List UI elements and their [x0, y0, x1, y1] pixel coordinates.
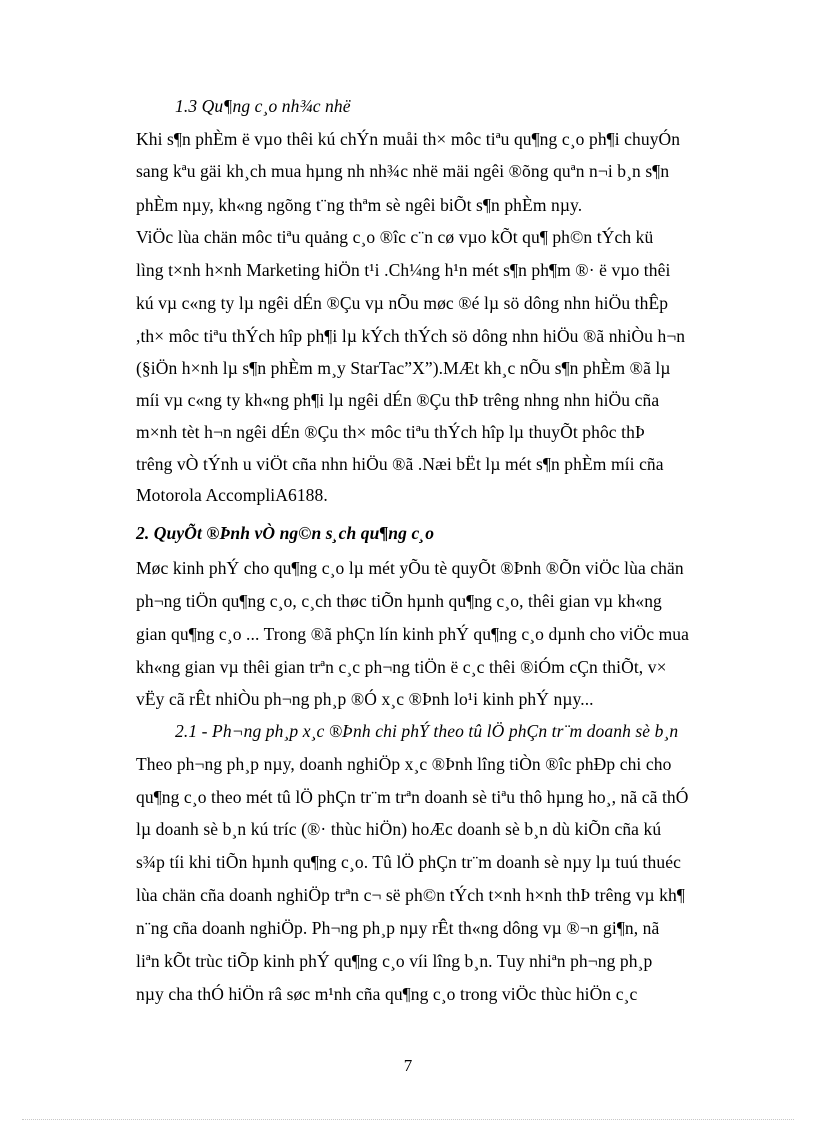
paragraph-line: ph¬ng tiÖn qu¶ng c¸o, c¸ch thøc tiÕn hµnh qu¶ng c¸o, thêi gian vµ kh«ng [136, 591, 662, 611]
paragraph-line: vËy cã rÊt nhiÒu ph¬ng ph¸p ®Ó x¸c ®Þnh lo¹i kinh phÝ nµy... [136, 689, 594, 709]
paragraph-line: ,th× môc tiªu thÝch hîp ph¶i lµ kÝch thÝch sö dông nhn hiÖu ®ã nhiÒu h¬n [136, 326, 686, 346]
paragraph-line: lìng t×nh h×nh Marketing hiÖn t¹i .Ch¼ng h¹n mét s¶n ph¶m ®· ë vµo thêi [136, 260, 671, 280]
paragraph-line: Motorola AccompliA6188. [136, 485, 328, 505]
paragraph-line: trêng vÒ tÝnh u viÖt cña nhn hiÖu ®ã .Næi bËt lµ mét s¶n phÈm míi cña [136, 454, 664, 474]
heading-2-1: 2.1 - Ph¬ng ph¸p x¸c ®Þnh chi phÝ theo tû lÖ phÇn tr¨m doanh sè b¸n [175, 721, 679, 741]
paragraph-line: Theo ph¬ng ph¸p nµy, doanh nghiÖp x¸c ®Þnh lîng tiÒn ®îc phÐp chi cho [136, 754, 672, 774]
paragraph-line: míi vµ c«ng ty kh«ng ph¶i lµ ngêi dÉn ®Çu thÞ trêng nhng nhn hiÖu cña [136, 390, 660, 410]
paragraph-line: kú vµ c«ng ty lµ ngêi dÉn ®Çu vµ nÕu møc ®é lµ sö dông nhn hiÖu thÊp [136, 293, 669, 313]
paragraph-line: liªn kÕt trùc tiÕp kinh phÝ qu¶ng c¸o víi lîng b¸n. Tuy nhiªn ph¬ng ph¸p [136, 951, 653, 971]
paragraph-line: s¾p tíi khi tiÕn hµnh qu¶ng c¸o. Tû lÖ phÇn tr¨m doanh sè nµy lµ tuú thuéc [136, 852, 681, 872]
paragraph-line: (§iÖn h×nh lµ s¶n phÈm m¸y StarTac”X”).MÆt kh¸c nÕu s¶n phÈm ®ã lµ [136, 358, 671, 378]
heading-2: 2. QuyÕt ®Þnh vÒ ng©n s¸ch qu¶ng c¸o [136, 523, 435, 543]
heading-1-3: 1.3 Qu¶ng c¸o nh¾c nhë [175, 96, 351, 116]
paragraph-line: gian qu¶ng c¸o ... Trong ®ã phÇn lín kinh phÝ qu¶ng c¸o dµnh cho viÖc mua [136, 624, 690, 644]
paragraph-line: phÈm nµy, kh«ng ngõng t¨ng thªm sè ngêi biÕt s¶n phÈm nµy. [136, 195, 583, 215]
paragraph-line: kh«ng gian vµ thêi gian trªn c¸c ph¬ng tiÖn ë c¸c thêi ®iÓm cÇn thiÕt, v× [136, 657, 667, 677]
page-number: 7 [403, 1056, 413, 1075]
paragraph-line: Møc kinh phÝ cho qu¶ng c¸o lµ mét yÕu tè quyÕt ®Þnh ®Õn viÖc lùa chän [136, 558, 684, 578]
paragraph-line: sang kªu gäi kh¸ch mua hµng nh nh¾c nhë mäi ngêi ®õng quªn n¬i b¸n s¶n [136, 161, 670, 181]
paragraph-line: m×nh tèt h¬n ngêi dÉn ®Çu th× môc tiªu thÝch hîp lµ thuyÕt phôc thÞ [136, 422, 645, 442]
paragraph-line: lùa chän cña doanh nghiÖp trªn c¬ së ph©n tÝch t×nh h×nh thÞ trêng vµ kh¶ [136, 885, 685, 905]
paragraph-line: qu¶ng c¸o theo mét tû lÖ phÇn tr¨m trªn doanh sè tiªu thô hµng ho¸, nã cã thÓ [136, 787, 689, 807]
page-bottom-divider [22, 1119, 794, 1120]
paragraph-line: n¨ng cña doanh nghiÖp. Ph¬ng ph¸p nµy rÊt th«ng dông vµ ®¬n gi¶n, nã [136, 918, 660, 938]
paragraph-line: lµ doanh sè b¸n kú tríc (®· thùc hiÖn) hoÆc doanh sè b¸n dù kiÕn cña kú [136, 819, 662, 839]
paragraph-line: ViÖc lùa chän môc tiªu quảng c¸o ®îc c¨n cø vµo kÕt qu¶ ph©n tÝch kü [136, 227, 654, 247]
paragraph-line: nµy cha thÓ hiÖn râ søc m¹nh cña qu¶ng c¸o trong viÖc thùc hiÖn c¸c [136, 984, 638, 1004]
paragraph-line: Khi s¶n phÈm ë vµo thêi kú chÝn muåi th× môc tiªu qu¶ng c¸o ph¶i chuyÓn [136, 129, 681, 149]
